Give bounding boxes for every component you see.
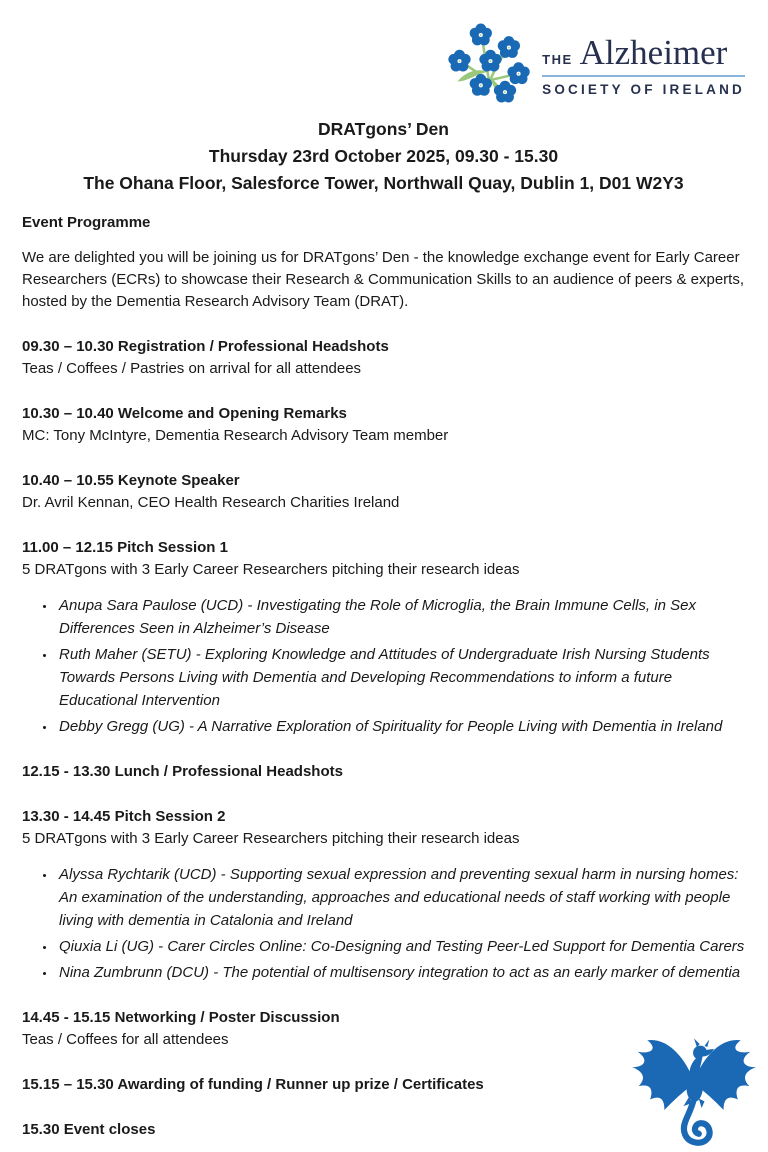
logo-the-label: THE: [542, 52, 573, 67]
logo-subtitle-label: SOCIETY OF IRELAND: [542, 82, 745, 97]
section-detail: 5 DRATgons with 3 Early Career Researchers pitching their research ideas: [22, 830, 520, 847]
pitch-item: • Alyssa Rychtarik (UCD) - Supporting sexual expression and preventing sexual harm in nursing homes: An examination of the understanding, approaches and educational needs of staff working with people living with dementia in Catalonia and Ireland: [56, 863, 745, 932]
section-detail: Dr. Avril Kennan, CEO Health Research Charities Ireland: [22, 494, 400, 511]
logo-name-label: Alzheimer: [579, 33, 728, 72]
event-datetime: Thursday 23rd October 2025, 09.30 - 15.30: [208, 146, 559, 166]
section-pitch-1: [22, 537, 745, 738]
dragon-logo: [622, 1026, 766, 1150]
flower-bouquet-icon: [444, 21, 536, 109]
section-heading: 09.30 – 10.30 Registration / Professional Headshots: [22, 338, 389, 355]
pitch-item: • Ruth Maher (SETU) - Exploring Knowledge and Attitudes of Undergraduate Irish Nursing Students Towards Persons Living with Dementia and Developing Recommendations to inform a future Educational Intervention: [56, 643, 745, 712]
pitch-item: • Debby Gregg (UG) - A Narrative Exploration of Spirituality for People Living with Dementia in Ireland: [56, 715, 745, 738]
header-logo-row: [22, 18, 745, 112]
section-keynote: [22, 470, 745, 514]
pitch-item: • Nina Zumbrunn (DCU) - The potential of multisensory integration to act as an early marker of dementia: [56, 961, 745, 984]
dragon-tail: [684, 1098, 710, 1142]
event-venue: The Ohana Floor, Salesforce Tower, Northwall Quay, Dublin 1, D01 W2Y3: [83, 173, 684, 193]
section-registration: [22, 336, 745, 380]
section-heading: 11.00 – 12.15 Pitch Session 1: [22, 539, 228, 556]
logo-divider-rule: [542, 75, 745, 77]
section-detail: Teas / Coffees for all attendees: [22, 1031, 229, 1048]
section-detail: 5 DRATgons with 3 Early Career Researchers pitching their research ideas: [22, 561, 520, 578]
alzheimer-society-logo: [444, 18, 745, 112]
section-heading: 10.30 – 10.40 Welcome and Opening Remarks: [22, 405, 347, 422]
section-pitch-2: [22, 806, 745, 984]
section-welcome: [22, 403, 745, 447]
event-title-block: [22, 116, 745, 197]
dragon-left-wing: [632, 1040, 694, 1110]
pitch-session-1-list: [22, 594, 745, 738]
section-heading: 15.15 – 15.30 Awarding of funding / Runner up prize / Certificates: [22, 1076, 484, 1093]
logo-wordmark: [542, 33, 745, 97]
section-detail: Teas / Coffees / Pastries on arrival for all attendees: [22, 360, 362, 377]
section-heading: 13.30 - 14.45 Pitch Session 2: [22, 808, 226, 825]
section-heading: 14.45 - 15.15 Networking / Poster Discussion: [22, 1009, 340, 1026]
event-title: DRATgons’ Den: [318, 119, 449, 139]
dragon-silhouette-icon: [622, 1026, 766, 1150]
flower-blossoms: [448, 24, 529, 103]
pitch-item: • Qiuxia Li (UG) - Carer Circles Online: Co-Designing and Testing Peer-Led Support for Dementia Carers: [56, 935, 745, 958]
programme-label: Event Programme: [22, 214, 151, 231]
logo-name-row: [542, 33, 745, 73]
section-detail: MC: Tony McIntyre, Dementia Research Advisory Team member: [22, 427, 449, 444]
section-heading: 10.40 – 10.55 Keynote Speaker: [22, 472, 240, 489]
intro-paragraph: We are delighted you will be joining us for DRATgons’ Den - the knowledge exchange event for Early Career Researchers (ECRs) to showcase their Research & Communication Skills to an audience of peers & experts, hosted by the Dementia Research Advisory Team (DRAT).: [22, 249, 744, 310]
dragon-horn-left: [694, 1038, 700, 1047]
pitch-item: • Anupa Sara Paulose (UCD) - Investigating the Role of Microglia, the Brain Immune Cells, in Sex Differences Seen in Alzheimer’s Disease: [56, 594, 745, 640]
dragon-leg-right: [699, 1098, 705, 1108]
section-heading: 15.30 Event closes: [22, 1121, 156, 1138]
section-heading: 12.15 - 13.30 Lunch / Professional Headshots: [22, 763, 343, 780]
pitch-session-2-list: [22, 863, 745, 984]
section-lunch: [22, 761, 745, 783]
dragon-horn-right: [704, 1039, 709, 1047]
